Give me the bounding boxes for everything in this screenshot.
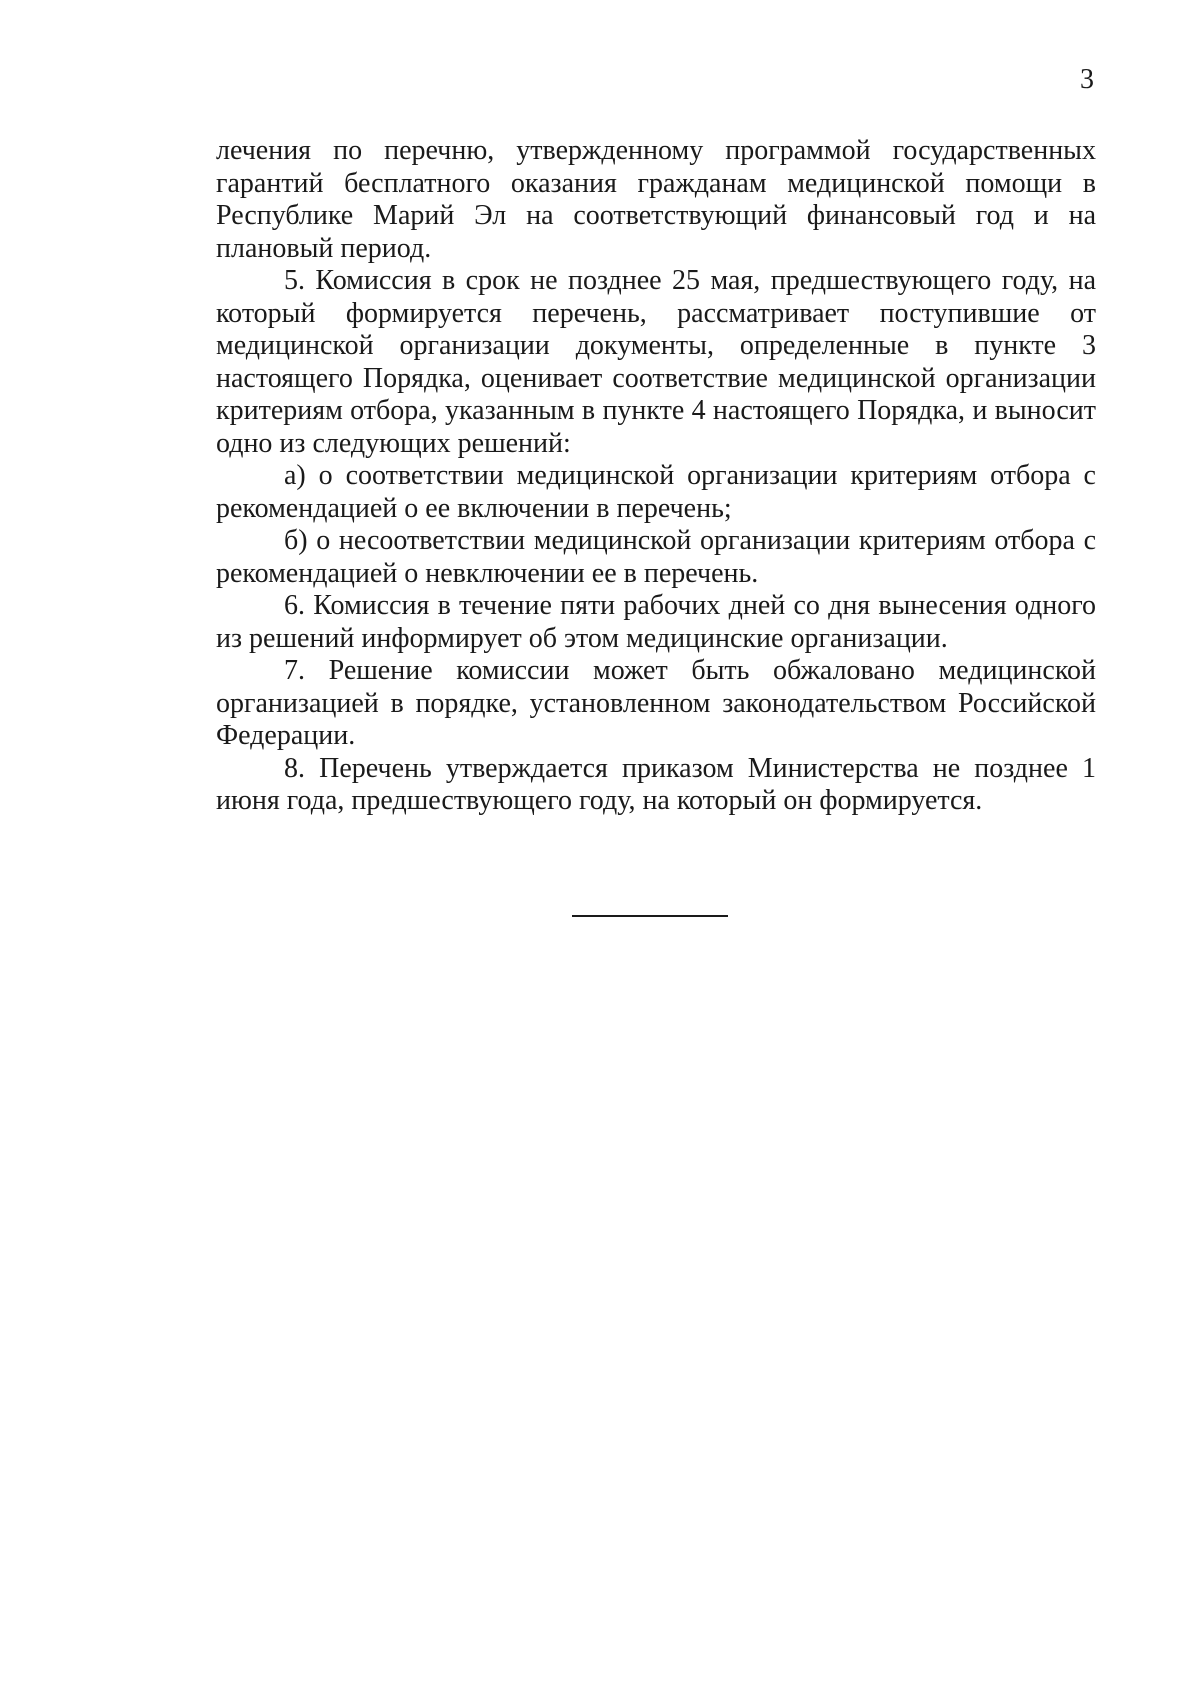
paragraph-item-6: 6. Комиссия в течение пяти рабочих дней со дня вынесения одного из решений информирует об этом медицинские организации. xyxy=(216,590,1096,654)
end-of-document-rule xyxy=(572,915,728,917)
paragraph-continuation: лечения по перечню, утвержденному программой государственных гарантий бесплатного оказания гражданам медицинской помощи в Республике Марий Эл на соответствующий финансовый год и на плановый период. xyxy=(216,135,1096,264)
paragraph-subitem-a: а) о соответствии медицинской организации критериям отбора с рекомендацией о ее включении в перечень; xyxy=(216,460,1096,524)
paragraph-item-8: 8. Перечень утверждается приказом Министерства не позднее 1 июня года, предшествующего году, на который он формируется. xyxy=(216,752,1096,816)
paragraph-item-5: 5. Комиссия в срок не позднее 25 мая, предшествующего году, на который формируется перечень, рассматривает поступившие от медицинской организации документы, определенные в пункте 3 настоящего Порядка, оценивает соответствие медицинской организации критериям отбора, указанным в пункте 4 настоящего Порядка, и выносит одно из следующих решений: xyxy=(216,265,1096,459)
document-body xyxy=(216,135,1096,818)
paragraph-item-7: 7. Решение комиссии может быть обжаловано медицинской организацией в порядке, установленном законодательством Российской Федерации. xyxy=(216,655,1096,751)
paragraph-subitem-b: б) о несоответствии медицинской организации критериям отбора с рекомендацией о невключении ее в перечень. xyxy=(216,525,1096,589)
page-number: 3 xyxy=(1080,64,1094,95)
